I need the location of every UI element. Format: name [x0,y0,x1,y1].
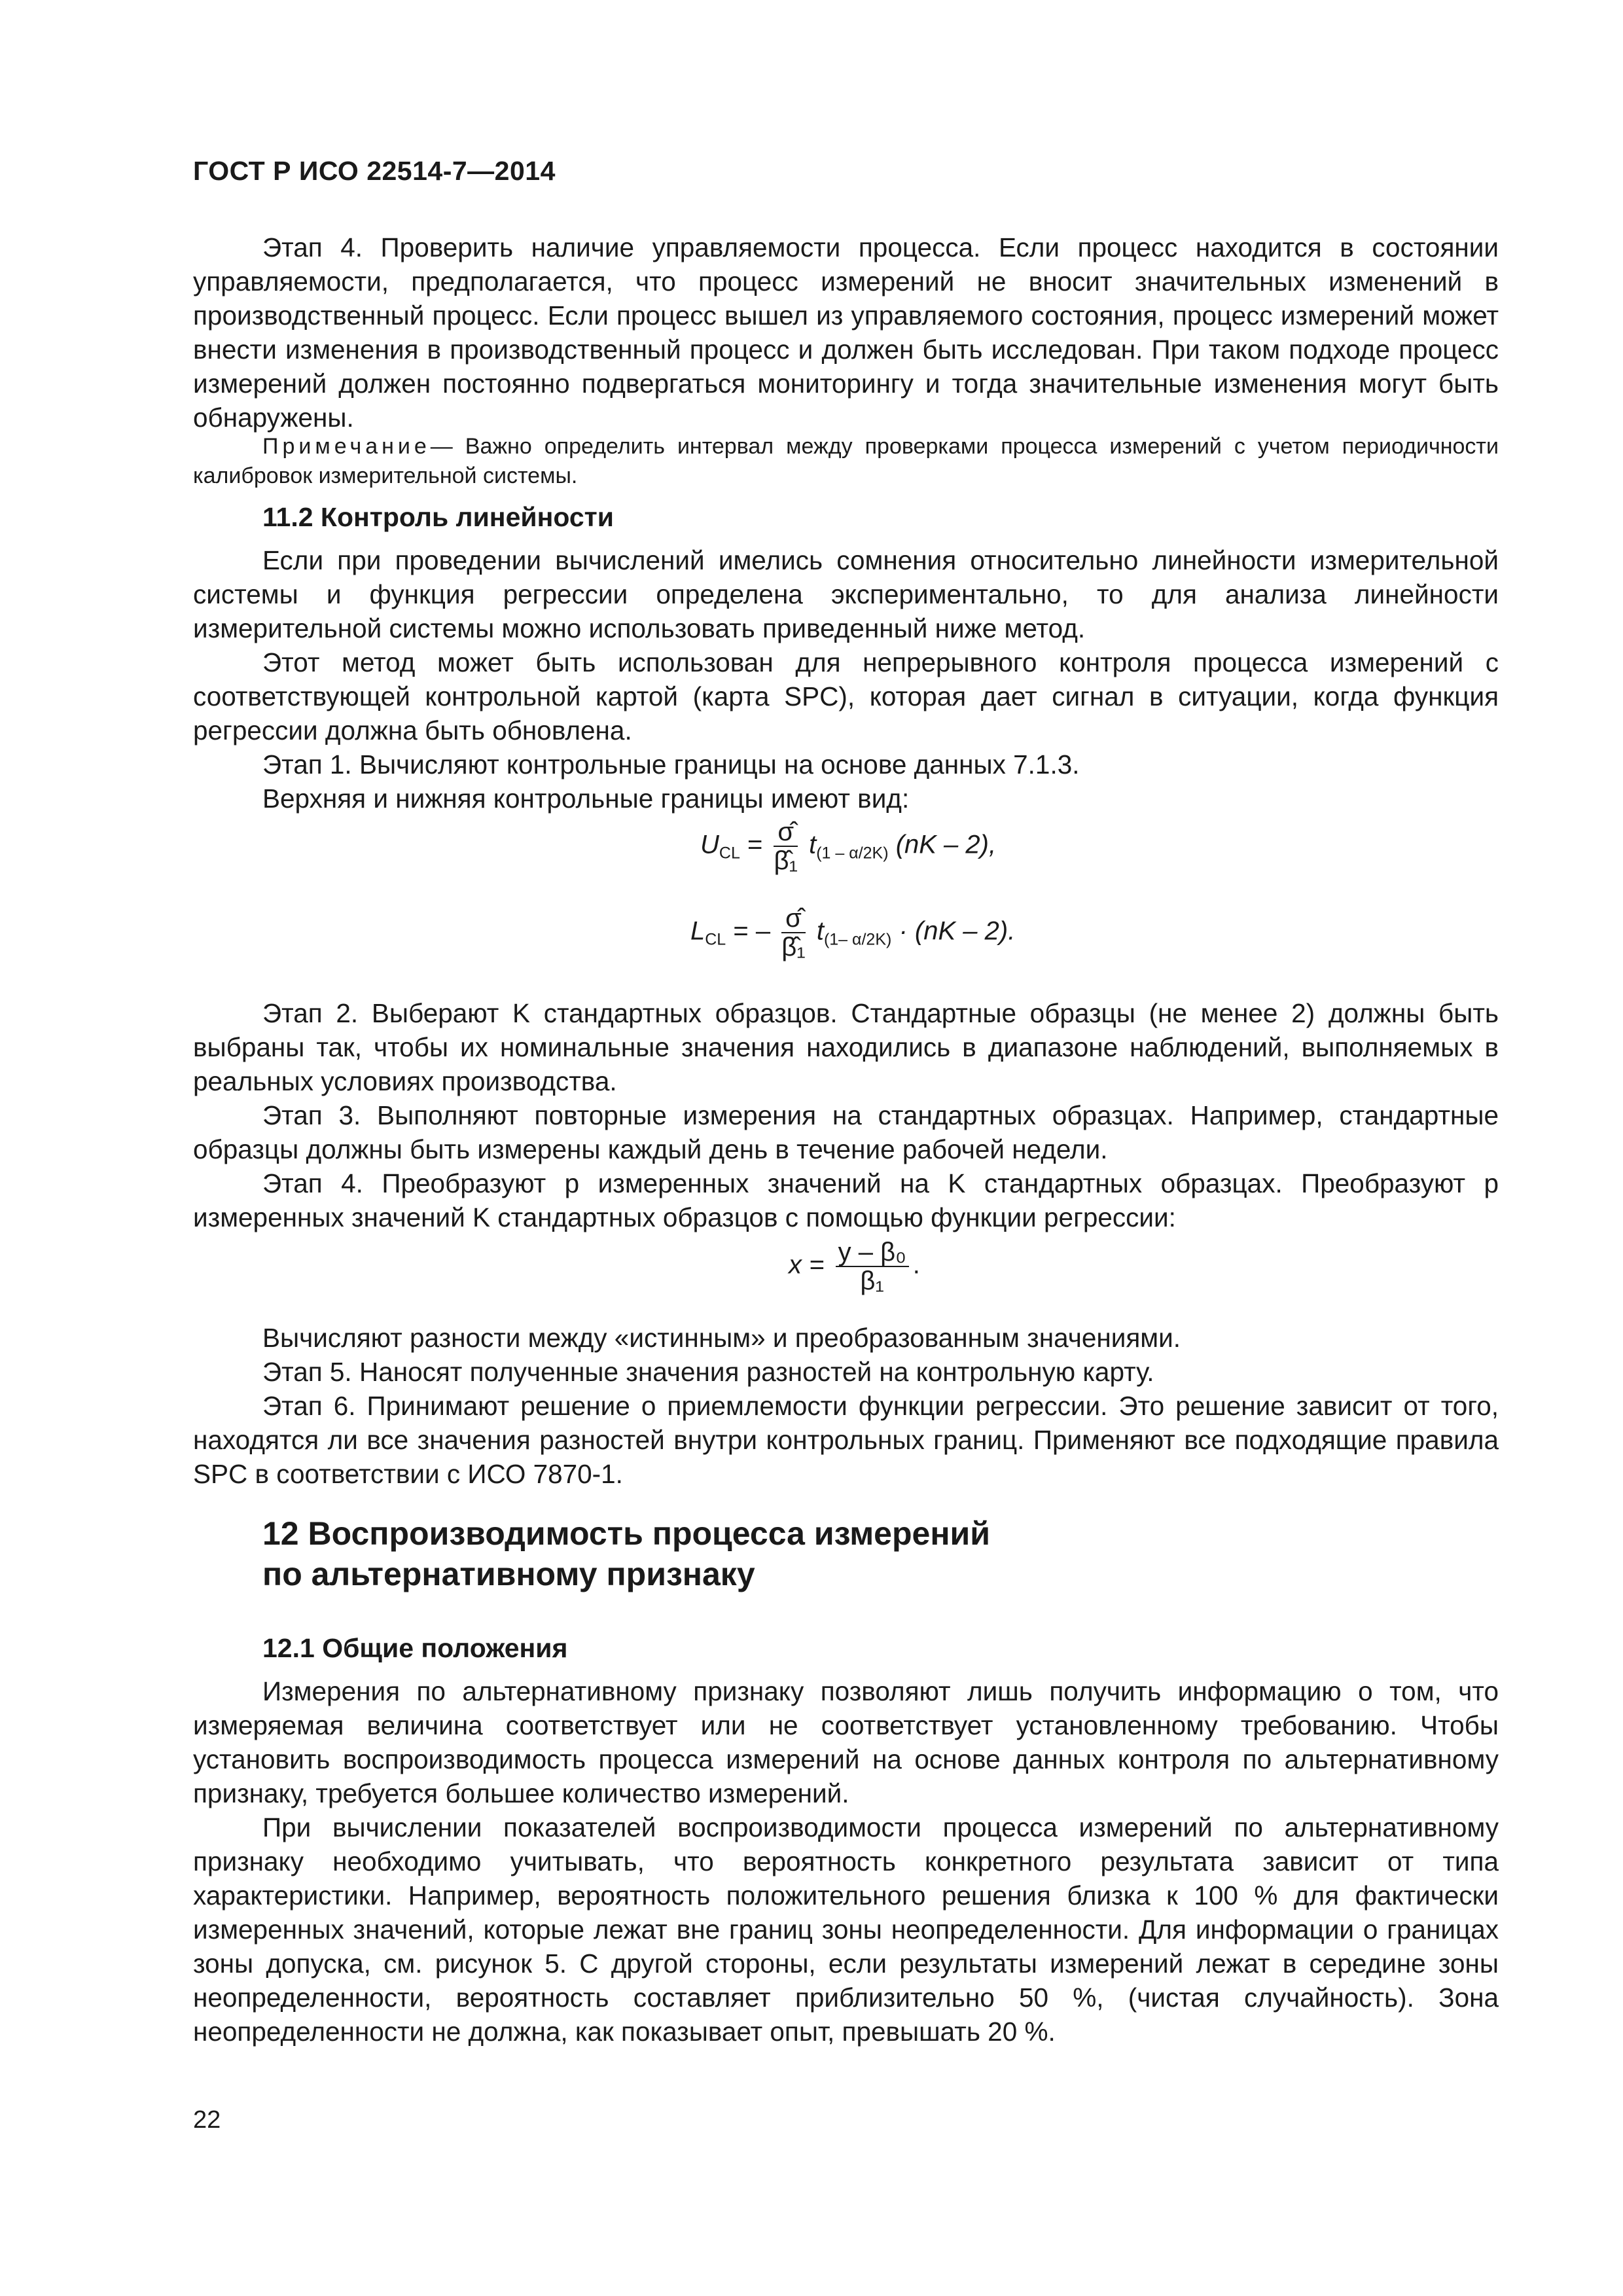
paragraph-11-2-a: Если при проведении вычислений имелись сомнения относительно линейности измерительной системы и функция регрессии определена экспериментально, то для анализа линейности измерительной системы можно использовать приведенный ниже метод. [193,545,1499,643]
paragraph-step2: Этап 2. Выберают K стандартных образцов. Стандартные образцы (не менее 2) должны быть выбраны так, чтобы их номинальные значения находились в диапазоне наблюдений, выполняемых в реальных условиях производства. [193,998,1499,1096]
paragraph-12-1-b: При вычислении показателей воспроизводимости процесса измерений по альтернативному признаку необходимо учитывать, что вероятность конкретного результата зависит от типа характеристики. Например, вероятность положительного решения близка к 100 % для фактически измеренных значений, которые лежат вне границ зоны неопределенности. Для информации о границах зоны допуска, см. рисунок 5. С другой стороны, если результаты измерений лежат в середине зоны неопределенности, вероятность составляет приблизительно 50 %, (чистая случайность). Зона неопределенности не должна, как показывает опыт, превышать 20 %. [193,1812,1499,2047]
paragraph-step1: Этап 1. Вычисляют контрольные границы на основе данных 7.1.3. [262,749,1080,780]
formula-x: x = $\frac{\text{y – β₀}}{\text{β₁}}$ . [789,1238,920,1295]
section-heading-12-1: 12.1 Общие положения [262,1633,568,1663]
paragraph-step6: Этап 6. Принимают решение о приемлемости функции регрессии. Это решение зависит от того, находятся ли все значения разностей внутри контрольных границ. Применяют все подходящие правила SPC в соответствии с ИСО 7870-1. [193,1391,1499,1489]
note-text: — Важно определить интервал между проверками процесса измерений с учетом периодичности калибровок измерительной системы. [193,434,1499,488]
section-heading-12: 12 Воспроизводимость процесса измерений по альтернативному признаку [262,1515,991,1592]
paragraph-step3: Этап 3. Выполняют повторные измерения на стандартных образцах. Например, стандартные образцы должны быть измерены каждый день в течение рабочей недели. [193,1100,1499,1164]
paragraph-diff: Вычисляют разности между «истинным» и преобразованным значениями. [262,1323,1181,1353]
fraction-sigma-beta: $\frac{\sigmâ}{\text{β̂₁}}$ [774,817,798,875]
note [193,432,1499,491]
page-number: 22 [193,2106,221,2134]
document-header: ГОСТ Р ИСО 22514-7—2014 [193,156,556,186]
section-heading-11-2: 11.2 Контроль линейности [262,502,614,532]
paragraph-step5: Этап 5. Наносят полученные значения разностей на контрольную карту. [262,1357,1154,1387]
paragraph-step4b: Этап 4. Преобразуют p измеренных значений на K стандартных образцах. Преобразуют p измеренных значений K стандартных образцов с помощью функции регрессии: [193,1168,1499,1232]
paragraph-step4: Этап 4. Проверить наличие управляемости процесса. Если процесс находится в состоянии управляемости, предполагается, что процесс измерений не вносит значительных изменений в производственный процесс. Если процесс вышел из управляемого состояния, процесс измерений может внести изменения в производственный процесс и должен быть исследован. При таком подходе процесс измерений должен постоянно подвергаться мониторингу и тогда значительные изменения могут быть обнаружены. [193,232,1499,433]
paragraph-12-1-a: Измерения по альтернативному признаку позволяют лишь получить информацию о том, что измеряемая величина соответствует или не соответствует установленному требованию. Чтобы установить воспроизводимость процесса измерений на основе данных контроля по альтернативному признаку, требуется большее количество измерений. [193,1676,1499,1808]
fraction-x: $\frac{\text{y – β₀}}{\text{β₁}}$ [836,1238,909,1295]
formula-ucl: $U_{CL}$ = $\frac{\sigmâ}{\text{β̂₁}}$ $t_{(1 - \alpha/2K)}$ (nK – 2), [700,817,997,875]
paragraph-11-2-b: Этот метод может быть использован для непрерывного контроля процесса измерений с соответствующей контрольной картой (карта SPC), которая дает сигнал в ситуации, когда функция регрессии должна быть обновлена. [193,647,1499,745]
note-label: Примечание [262,434,431,459]
paragraph-bounds: Верхняя и нижняя контрольные границы имеют вид: [262,783,910,814]
formula-lcl: $L_{CL}$ = – $\frac{\sigmâ}{\text{β̂₁}}$ $t_{(1- \alpha/2K)} \cdot (nK - 2)$. [690,904,1016,961]
fraction-sigma-beta-lcl: $\frac{\sigmâ}{\text{β̂₁}}$ [781,904,806,961]
